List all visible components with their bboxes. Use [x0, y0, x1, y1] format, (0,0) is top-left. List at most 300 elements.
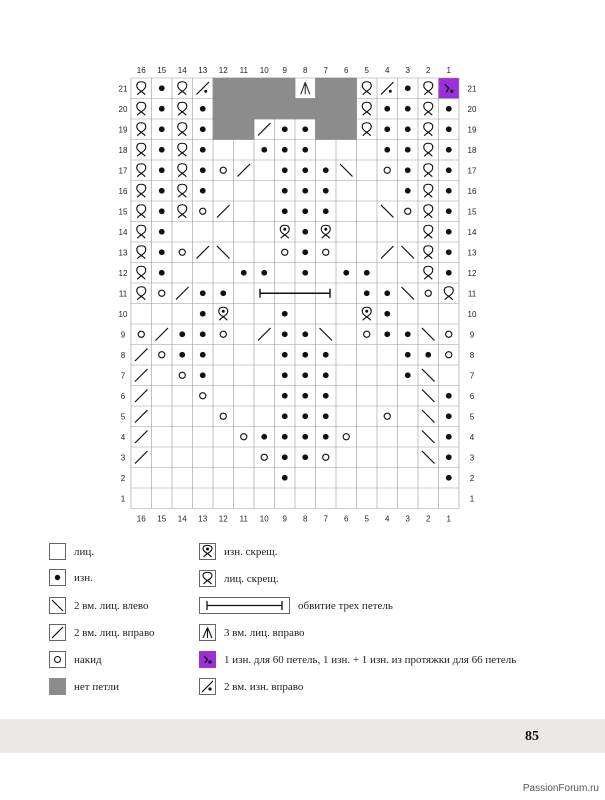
row-number-left: 2: [120, 473, 126, 483]
no-stitch-fill: [336, 78, 357, 99]
legend-wrap-three: [199, 597, 393, 614]
chart-cell: [316, 488, 337, 509]
chart-cell: [131, 242, 152, 263]
chart-cell: [254, 201, 275, 222]
chart-cell: [193, 447, 214, 468]
p2tog-right-dot: [389, 90, 392, 93]
chart-cell: [234, 468, 255, 489]
purl-mark: [302, 147, 308, 153]
no-stitch-fill: [295, 98, 316, 119]
chart-cell: [131, 283, 152, 304]
chart-cell: [377, 181, 398, 202]
chart-cell: [131, 201, 152, 222]
chart-cell: [172, 386, 193, 407]
column-number-bottom: 7: [323, 514, 328, 524]
row-number-left: 8: [120, 350, 126, 360]
chart-cell: [172, 222, 193, 243]
row-number-left: 3: [120, 453, 126, 463]
chart-cell: [316, 304, 337, 325]
purl-mark: [261, 434, 267, 440]
chart-cell: [336, 468, 357, 489]
purl-mark: [200, 290, 206, 296]
purl-twisted-dot: [365, 310, 368, 313]
purl-mark: [261, 270, 267, 276]
chart-cell: [398, 222, 419, 243]
chart-cell: [254, 222, 275, 243]
chart-cell: [377, 263, 398, 284]
chart-cell: [418, 304, 439, 325]
chart-cell: [398, 304, 419, 325]
legend-text: 2 вм. лиц. вправо: [74, 626, 155, 639]
purl-mark: [425, 352, 431, 358]
purl-mark: [302, 249, 308, 255]
chart-cell: [213, 181, 234, 202]
row-number-right: 10: [467, 309, 477, 319]
no-stitch-fill: [336, 119, 357, 140]
wrap-three-symbol-icon: [199, 597, 290, 614]
purl-mark: [405, 167, 411, 173]
chart-cell: [336, 222, 357, 243]
purl-mark: [220, 290, 226, 296]
purl-mark: [282, 434, 288, 440]
column-number-bottom: 5: [364, 514, 369, 524]
purl-mark: [323, 372, 329, 378]
chart-cell: [357, 181, 378, 202]
row-number-right: 4: [469, 432, 475, 442]
purl-mark: [384, 331, 390, 337]
chart-cell: [275, 488, 296, 509]
chart-cell: [439, 345, 460, 366]
purl-mark: [282, 372, 288, 378]
chart-cell: [172, 263, 193, 284]
row-number-left: 12: [118, 268, 128, 278]
purl-mark: [405, 372, 411, 378]
chart-cell: [418, 242, 439, 263]
chart-cell: [357, 488, 378, 509]
chart-cell: [213, 468, 234, 489]
no-stitch-symbol-icon: [49, 678, 66, 695]
column-number-bottom: 3: [405, 514, 410, 524]
chart-cell: [172, 181, 193, 202]
purl-mark: [323, 208, 329, 214]
chart-cell: [398, 427, 419, 448]
purl-increase-dot: [450, 90, 453, 93]
chart-cell: [377, 468, 398, 489]
purl-mark: [159, 229, 165, 235]
chart-cell: [357, 99, 378, 120]
legend-text: 3 вм. лиц. вправо: [224, 626, 305, 639]
chart-cell: [377, 386, 398, 407]
chart-cell: [193, 201, 214, 222]
column-number-top: 5: [364, 66, 369, 75]
legend-yarn-over: [49, 651, 102, 668]
chart-cell: [254, 242, 275, 263]
chart-cell: [193, 406, 214, 427]
legend-k2tog-right: [49, 624, 155, 641]
chart-cell: [213, 427, 234, 448]
chart-cell: [131, 119, 152, 140]
legend-text: 2 вм. лиц. влево: [74, 599, 149, 612]
chart-cell: [131, 488, 152, 509]
legend-text: 2 вм. изн. вправо: [224, 680, 304, 693]
purl-mark: [282, 188, 288, 194]
chart-cell: [254, 468, 275, 489]
chart-cell: [234, 406, 255, 427]
chart-cell: [357, 140, 378, 161]
chart-cell: [377, 365, 398, 386]
column-number-bottom: 9: [282, 514, 287, 524]
row-number-right: 1: [469, 494, 475, 504]
column-number-bottom: 14: [177, 514, 187, 524]
chart-cell: [377, 447, 398, 468]
purl-mark: [200, 311, 206, 317]
row-number-left: 18: [118, 145, 128, 155]
chart-cell: [357, 365, 378, 386]
purl-mark: [282, 352, 288, 358]
purl-mark: [446, 126, 452, 132]
chart-cell: [398, 468, 419, 489]
chart-cell: [357, 386, 378, 407]
purl-mark: [159, 85, 165, 91]
legend-text: изн.: [74, 571, 93, 584]
row-number-right: 18: [467, 145, 477, 155]
no-stitch-fill: [254, 78, 275, 99]
purl-symbol-icon: [49, 569, 66, 586]
chart-cell: [418, 181, 439, 202]
row-number-right: 8: [469, 350, 475, 360]
chart-cell: [193, 468, 214, 489]
k3tog-right-symbol-icon: [199, 624, 216, 641]
purl-mark: [323, 352, 329, 358]
column-number-bottom: 4: [385, 514, 390, 524]
chart-cell: [254, 365, 275, 386]
purl-mark: [384, 290, 390, 296]
chart-cell: [336, 242, 357, 263]
chart-cell: [172, 447, 193, 468]
purl-mark: [179, 331, 185, 337]
purl-mark: [200, 126, 206, 132]
chart-cell: [336, 283, 357, 304]
chart-cell: [357, 345, 378, 366]
legend-purl-increase: [199, 651, 516, 668]
watermark: PassionForum.ru: [522, 783, 599, 794]
chart-cell: [131, 140, 152, 161]
no-stitch-fill: [254, 98, 275, 119]
row-number-right: 11: [467, 289, 477, 299]
chart-cell: [439, 365, 460, 386]
chart-cell: [213, 324, 234, 345]
legend-k3tog-right: [199, 624, 305, 641]
chart-cell: [377, 488, 398, 509]
chart-cell: [439, 283, 460, 304]
purl-mark: [302, 188, 308, 194]
chart-cell: [357, 222, 378, 243]
legend-knit: [49, 543, 94, 560]
chart-cell: [254, 447, 275, 468]
chart-cell: [234, 345, 255, 366]
no-stitch-fill: [274, 78, 295, 99]
chart-cell: [213, 365, 234, 386]
row-number-left: 20: [118, 104, 128, 114]
chart-cell: [336, 427, 357, 448]
row-number-left: 19: [118, 125, 128, 135]
chart-cell: [398, 263, 419, 284]
purl-mark: [446, 454, 452, 460]
column-number-top: 2: [426, 66, 431, 75]
purl-mark: [159, 208, 165, 214]
legend-text: лиц.: [74, 545, 95, 558]
purl-mark: [343, 270, 349, 276]
chart-cell: [398, 406, 419, 427]
purl-mark: [446, 413, 452, 419]
purl-mark: [446, 188, 452, 194]
column-number-bottom: 11: [239, 514, 248, 524]
purl-mark: [302, 454, 308, 460]
chart-cell: [377, 427, 398, 448]
row-number-right: 19: [467, 125, 477, 135]
row-number-right: 6: [469, 391, 475, 401]
purl-mark: [323, 167, 329, 173]
no-stitch-fill: [315, 98, 336, 119]
chart-cell: [357, 304, 378, 325]
chart-cell: [131, 263, 152, 284]
chart-cell: [398, 386, 419, 407]
chart-cell: [234, 324, 255, 345]
chart-cell: [234, 427, 255, 448]
chart-cell: [152, 488, 173, 509]
purl-mark: [323, 434, 329, 440]
chart-cell: [254, 304, 275, 325]
chart-cell: [418, 160, 439, 181]
column-number-top: 7: [323, 66, 328, 75]
chart-cell: [316, 468, 337, 489]
purl-mark: [200, 352, 206, 358]
purl-twisted-dot: [283, 228, 286, 231]
chart-cell: [357, 160, 378, 181]
chart-cell: [131, 304, 152, 325]
legend-no-stitch: [49, 678, 119, 695]
chart-cell: [336, 181, 357, 202]
chart-cell: [213, 345, 234, 366]
chart-cell: [131, 468, 152, 489]
chart-cell: [131, 181, 152, 202]
chart-cell: [172, 140, 193, 161]
chart-cell: [131, 324, 152, 345]
chart-cell: [172, 365, 193, 386]
purl-mark: [159, 188, 165, 194]
chart-cell: [152, 345, 173, 366]
chart-cell: [418, 201, 439, 222]
chart-cell: [398, 201, 419, 222]
chart-cell: [131, 78, 152, 99]
purl-mark: [405, 331, 411, 337]
chart-cell: [336, 447, 357, 468]
purl-mark: [282, 208, 288, 214]
chart-cell: [336, 488, 357, 509]
chart-cell: [275, 242, 296, 263]
row-number-right: 21: [467, 84, 477, 94]
chart-cell: [193, 222, 214, 243]
chart-cell: [254, 160, 275, 181]
chart-cell: [336, 201, 357, 222]
row-number-right: 17: [467, 166, 477, 176]
legend-text: 1 изн. для 60 петель, 1 изн. + 1 изн. из протяжки для 66 петель: [224, 653, 517, 666]
column-number-bottom: 15: [157, 514, 167, 524]
purl-mark: [405, 106, 411, 112]
chart-cell: [439, 324, 460, 345]
chart-cell: [213, 263, 234, 284]
purl-mark: [302, 434, 308, 440]
purl-mark: [384, 147, 390, 153]
no-stitch-fill: [315, 119, 336, 140]
purl-mark: [302, 208, 308, 214]
chart-cell: [213, 447, 234, 468]
chart-cell: [357, 447, 378, 468]
purl-increase-symbol-icon: [199, 651, 216, 668]
column-number-top: 3: [405, 66, 410, 75]
purl-mark: [384, 126, 390, 132]
row-number-left: 17: [118, 166, 128, 176]
purl-mark: [384, 311, 390, 317]
column-number-top: 6: [344, 66, 349, 75]
purl-mark: [446, 106, 452, 112]
purl-mark: [282, 475, 288, 481]
chart-cell: [418, 488, 439, 509]
knit-twisted-symbol-icon: [199, 570, 216, 587]
chart-cell: [234, 140, 255, 161]
chart-cell: [131, 99, 152, 120]
chart-cell: [213, 488, 234, 509]
row-number-left: 7: [120, 371, 126, 381]
chart-cell: [316, 447, 337, 468]
purl-mark: [446, 475, 452, 481]
purl-mark: [364, 290, 370, 296]
chart-cell: [152, 386, 173, 407]
column-number-top: 8: [303, 66, 308, 75]
row-number-left: 9: [120, 330, 126, 340]
chart-cell: [336, 140, 357, 161]
chart-cell: [213, 140, 234, 161]
k2tog-right-symbol-icon: [49, 624, 66, 641]
chart-cell: [234, 222, 255, 243]
no-stitch-fill: [233, 119, 254, 140]
chart-cell: [193, 488, 214, 509]
row-number-left: 6: [120, 391, 126, 401]
column-number-top: 15: [157, 66, 167, 75]
row-number-right: 16: [467, 186, 477, 196]
column-number-top: 14: [177, 66, 187, 75]
purl-mark: [405, 126, 411, 132]
purl-mark: [159, 167, 165, 173]
chart-cell: [398, 488, 419, 509]
purl-mark: [159, 126, 165, 132]
chart-cell: [418, 263, 439, 284]
chart-cell: [418, 119, 439, 140]
purl-mark: [323, 413, 329, 419]
purl-mark: [405, 147, 411, 153]
purl-mark: [282, 311, 288, 317]
chart-cell: [234, 447, 255, 468]
purl-mark: [200, 106, 206, 112]
purl-mark: [302, 393, 308, 399]
purl-mark: [282, 454, 288, 460]
purl-mark: [159, 270, 165, 276]
column-number-top: 12: [218, 66, 228, 75]
legend-text: лиц. скрещ.: [224, 572, 279, 585]
column-number-bottom: 12: [218, 514, 228, 524]
purl-mark: [364, 270, 370, 276]
row-number-left: 13: [118, 248, 128, 258]
purl-mark: [446, 249, 452, 255]
purl-mark: [282, 126, 288, 132]
footer-band: [0, 719, 605, 753]
chart-cell: [152, 447, 173, 468]
purl-mark: [323, 188, 329, 194]
chart-cell: [234, 201, 255, 222]
chart-cell: [357, 201, 378, 222]
row-number-right: 7: [469, 371, 475, 381]
chart-cell: [336, 345, 357, 366]
column-number-top: 16: [136, 66, 146, 75]
purl-twisted-symbol-icon: [199, 543, 216, 560]
knit-symbol-icon: [49, 543, 66, 560]
chart-cell: [254, 488, 275, 509]
row-number-right: 12: [467, 268, 477, 278]
column-number-top: 13: [198, 66, 208, 75]
purl-mark: [405, 188, 411, 194]
row-number-right: 13: [467, 248, 477, 258]
row-number-right: 5: [469, 412, 475, 422]
chart-cell: [377, 406, 398, 427]
legend-purl-twisted: [199, 543, 277, 560]
chart-cell: [234, 488, 255, 509]
chart-cell: [439, 488, 460, 509]
chart-cell: [234, 386, 255, 407]
chart-cell: [172, 78, 193, 99]
column-number-bottom: 10: [259, 514, 269, 524]
chart-cell: [234, 283, 255, 304]
column-number-bottom: 2: [426, 514, 431, 524]
chart-cell: [172, 119, 193, 140]
chart-cell: [172, 488, 193, 509]
no-stitch-fill: [233, 78, 254, 99]
purl-mark: [200, 372, 206, 378]
chart-cell: [336, 386, 357, 407]
column-number-bottom: 1: [446, 514, 451, 524]
chart-cell: [336, 365, 357, 386]
chart-cell: [193, 427, 214, 448]
row-number-left: 21: [118, 84, 128, 94]
chart-cell: [418, 78, 439, 99]
purl-mark: [159, 249, 165, 255]
legend-purl: [49, 569, 93, 586]
chart-cell: [295, 304, 316, 325]
chart-cell: [152, 304, 173, 325]
legend-knit-twisted: [199, 570, 279, 587]
purl-mark: [200, 147, 206, 153]
chart-cell: [357, 427, 378, 448]
purl-mark: [302, 413, 308, 419]
no-stitch-fill: [315, 78, 336, 99]
column-number-top: 1: [446, 66, 451, 75]
no-stitch-fill: [233, 98, 254, 119]
chart-cell: [234, 181, 255, 202]
chart-cell: [152, 283, 173, 304]
chart-cell: [398, 447, 419, 468]
purl-mark: [446, 270, 452, 276]
purl-mark: [302, 352, 308, 358]
chart-cell: [172, 160, 193, 181]
